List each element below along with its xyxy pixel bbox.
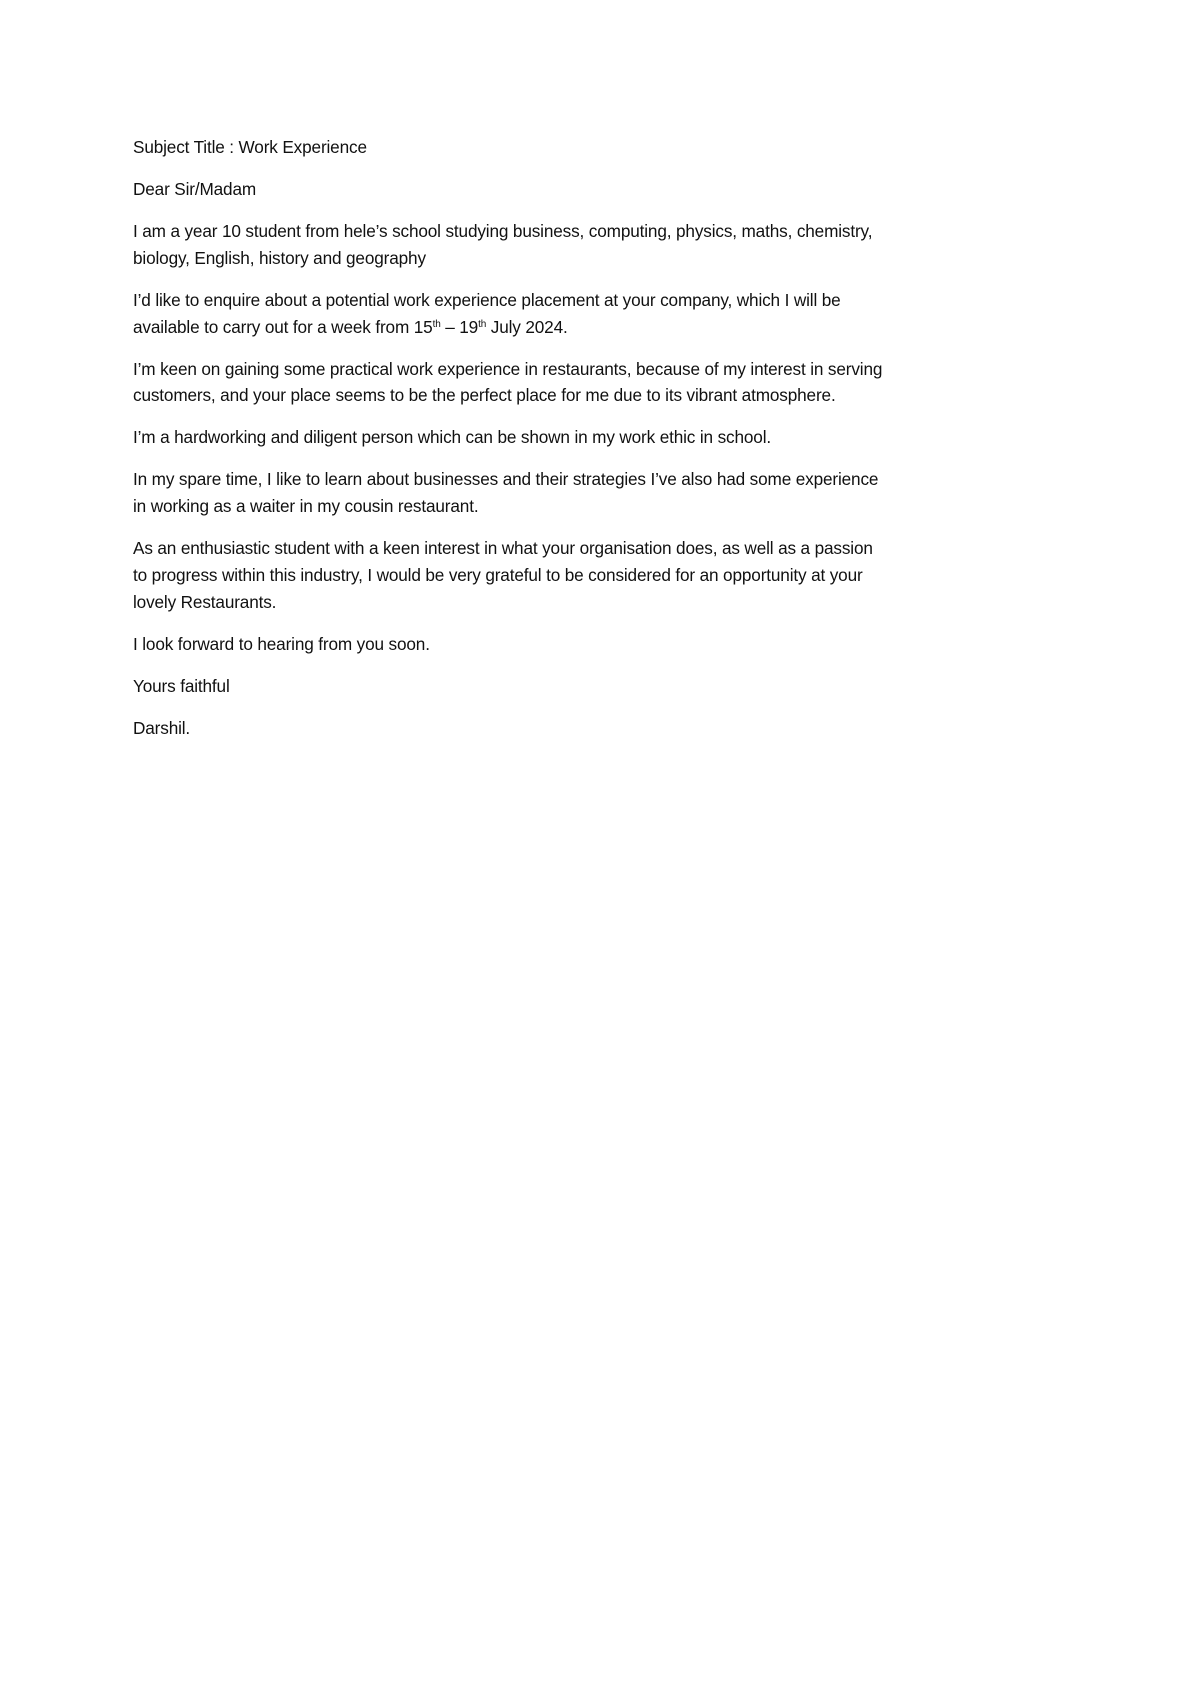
paragraph-intro	[133, 218, 993, 272]
closing-pitch-line-1: As an enthusiastic student with a keen interest in what your organisation does, as well as a passion	[133, 538, 873, 559]
interest-line-2: customers, and your place seems to be the perfect place for me due to its vibrant atmosphere.	[133, 385, 836, 406]
look-forward-line-1: I look forward to hearing from you soon.	[133, 633, 430, 654]
spare-time-line-2: in working as a waiter in my cousin restaurant.	[133, 496, 479, 517]
salutation-text: Dear Sir/Madam	[133, 178, 257, 199]
signature-text: Darshil.	[133, 717, 191, 738]
enquiry-line-2	[133, 314, 993, 341]
character-line-1: I’m a hardworking and diligent person which can be shown in my work ethic in school.	[133, 427, 771, 448]
enquiry-line-2-suffix: July 2024.	[486, 316, 568, 337]
ordinal-suffix: th	[432, 318, 441, 330]
subject-line	[133, 134, 993, 161]
enquiry-line-2-prefix: available to carry out for a week from 15	[133, 316, 433, 337]
subject-text: Subject Title : Work Experience	[133, 137, 367, 157]
sign-off	[133, 673, 993, 700]
sign-off-text: Yours faithful	[133, 675, 230, 696]
closing-pitch-line-2: to progress within this industry, I would be very grateful to be considered for an opportunity at your	[133, 564, 863, 585]
intro-line-2: biology, English, history and geography	[133, 247, 426, 268]
paragraph-interest	[133, 356, 993, 410]
signature	[133, 715, 993, 742]
intro-line-1: I am a year 10 student from hele’s school studying business, computing, physics, maths, chemistry,	[133, 220, 873, 241]
paragraph-closing-pitch	[133, 535, 993, 615]
enquiry-line-1: I’d like to enquire about a potential work experience placement at your company, which I will be	[133, 289, 841, 310]
letter-body	[133, 134, 993, 757]
paragraph-spare-time	[133, 466, 993, 520]
paragraph-character	[133, 424, 993, 451]
closing-pitch-line-3: lovely Restaurants.	[133, 591, 277, 612]
ordinal-suffix: th	[478, 318, 487, 330]
spare-time-line-1: In my spare time, I like to learn about businesses and their strategies I’ve also had some experience	[133, 469, 879, 490]
paragraph-look-forward	[133, 631, 993, 658]
interest-line-1: I’m keen on gaining some practical work experience in restaurants, because of my interest in serving	[133, 358, 883, 379]
enquiry-line-2-mid: – 19	[440, 316, 479, 337]
salutation	[133, 176, 993, 203]
paragraph-enquiry	[133, 287, 993, 341]
